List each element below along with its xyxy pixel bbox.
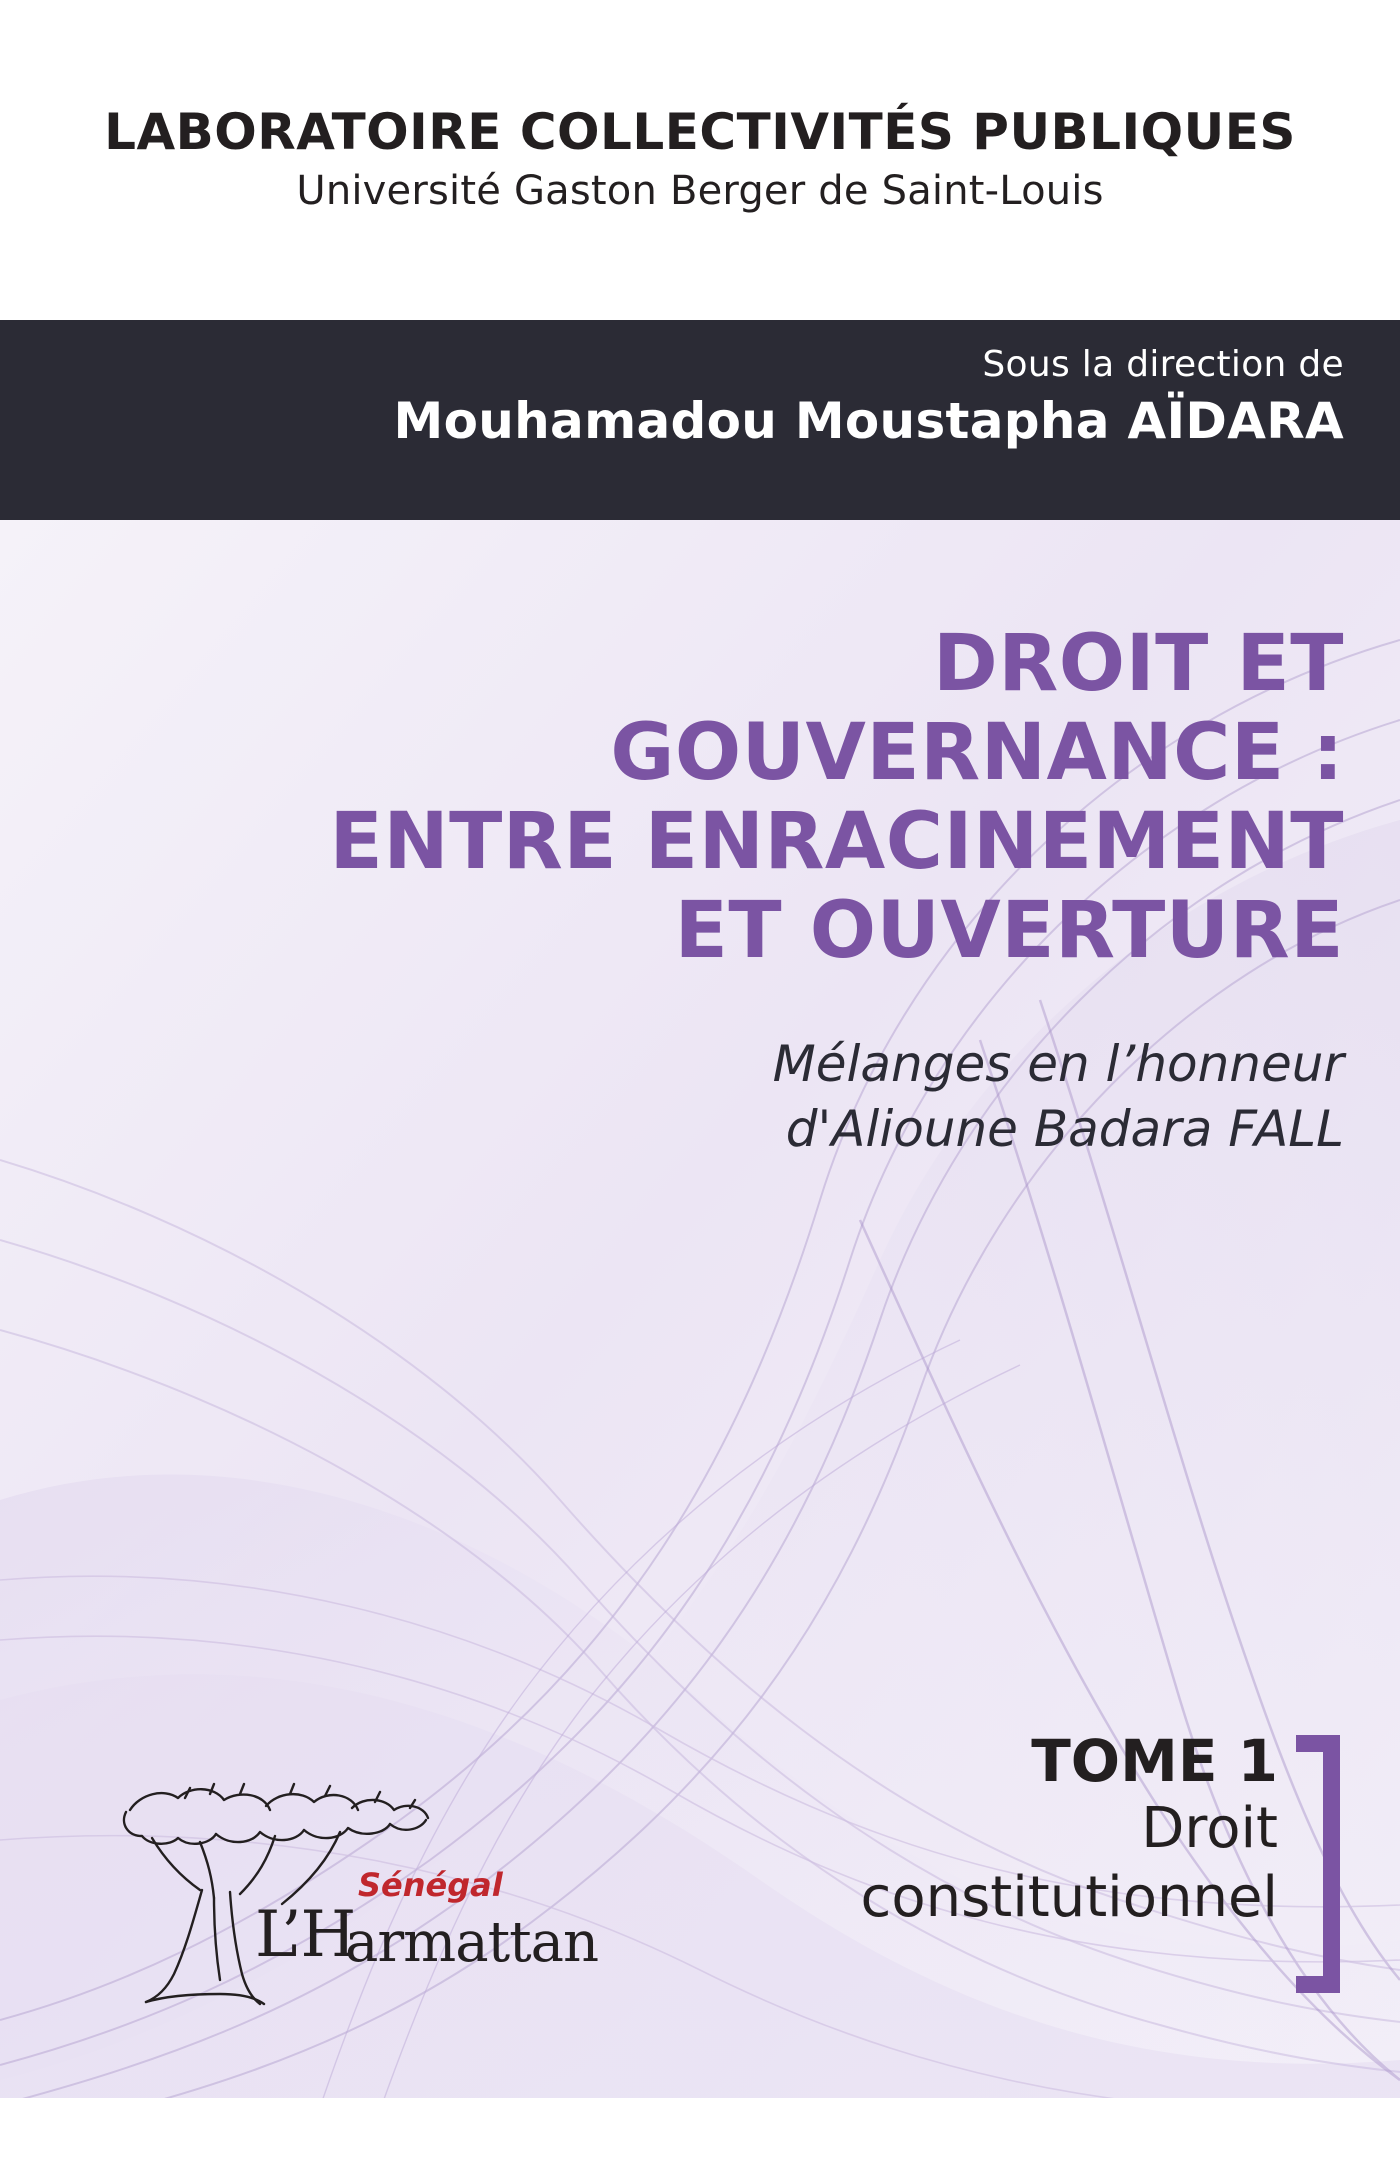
volume-block	[860, 1727, 1340, 1993]
publisher-name-suffix: armattan	[345, 1910, 599, 1975]
publisher-logo	[90, 1758, 599, 2008]
cover-artwork	[0, 520, 1400, 2168]
bracket-decoration-icon	[1296, 1735, 1340, 1993]
publisher-country: Sénégal	[358, 1866, 503, 1904]
title-line-4: ET OUVERTURE	[674, 885, 1344, 976]
book-title	[164, 620, 1344, 976]
director-name: Mouhamadou Moustapha AÏDARA	[393, 392, 1344, 450]
header-band	[0, 0, 1400, 320]
direction-label: Sous la direction de	[982, 344, 1344, 385]
title-block	[164, 620, 1344, 1162]
volume-domain-line-1: Droit	[1141, 1795, 1278, 1861]
laboratory-title: LABORATOIRE COLLECTIVITÉS PUBLIQUES	[104, 102, 1296, 161]
title-line-2: GOUVERNANCE :	[610, 707, 1344, 798]
publisher-name-prefix: L’H	[255, 1898, 356, 1972]
title-line-3: ENTRE ENRACINEMENT	[329, 796, 1344, 887]
volume-text	[860, 1727, 1296, 1930]
volume-domain-line-2: constitutionnel	[860, 1864, 1278, 1930]
university-subtitle: Université Gaston Berger de Saint-Louis	[296, 168, 1104, 215]
bottom-margin	[0, 2098, 1400, 2168]
subtitle-line-1: Mélanges en l’honneur	[772, 1034, 1344, 1093]
volume-label: TOME 1	[1031, 1727, 1278, 1795]
subtitle-line-2: d'Alioune Badara FALL	[785, 1099, 1344, 1158]
editor-band	[0, 320, 1400, 520]
title-line-1: DROIT ET	[933, 619, 1344, 709]
book-subtitle	[164, 1032, 1344, 1162]
